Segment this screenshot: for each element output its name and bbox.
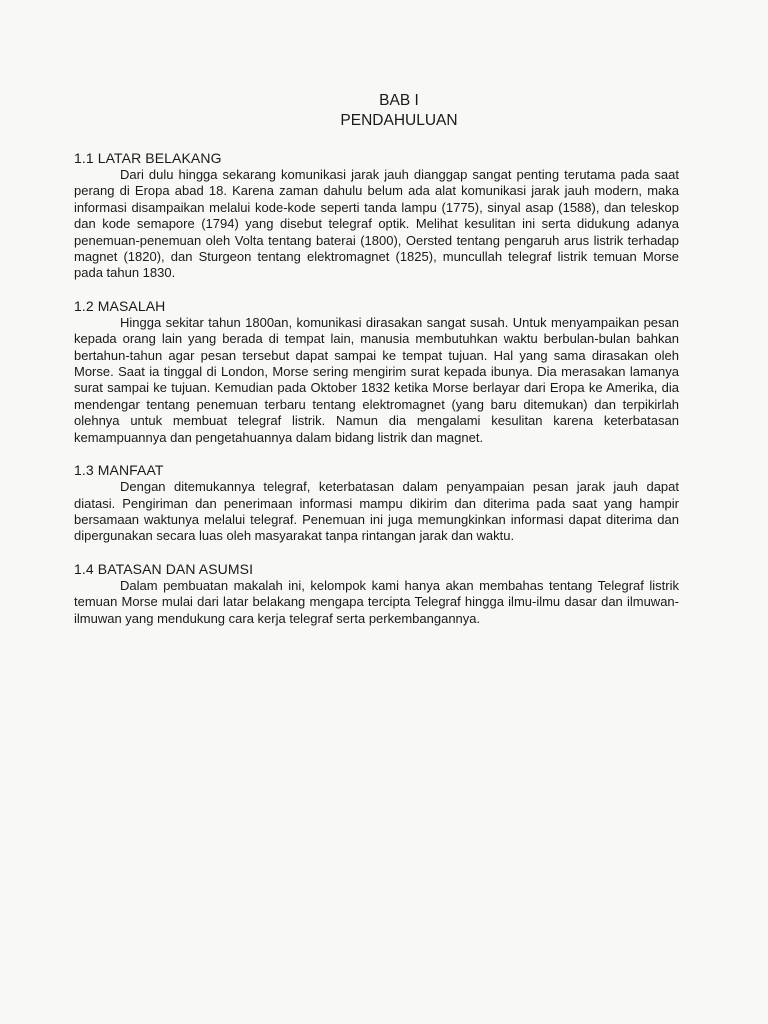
section-title: 1.3 MANFAAT (74, 462, 164, 479)
section-title: 1.4 BATASAN DAN ASUMSI (74, 560, 254, 577)
section-manfaat (74, 462, 679, 545)
section-paragraph: Dengan ditemukannya telegraf, keterbatasan dalam penyampaian pesan jarak jauh dapat diatasi. Pengiriman dan penerimaan informasi mampu dikirim dan diterima pada saat yang hampir bersamaan waktunya melalui telegraf. Penemuan ini juga memungkinkan informasi dapat diterima dan dipergunakan secara luas oleh masyarakat tanpa rintangan jarak dan waktu. (74, 479, 679, 544)
section-paragraph: Hingga sekitar tahun 1800an, komunikasi dirasakan sangat susah. Untuk menyampaikan pesan kepada orang lain yang berada di tempat lain, manusia membutuhkan waktu berbulan-bulan bahkan bertahun-tahun agar pesan tersebut dapat sampai ke tempat tujuan. Hal yang sama dirasakan oleh Morse. Saat ia tinggal di London, Morse sering mengirim surat kepada ibunya. Dia merasakan lamanya surat sampai ke tujuan. Kemudian pada Oktober 1832 ketika Morse berlayar dari Eropa ke Amerika, dia mendengar tentang penemuan terbaru tentang elektromagnet (yang baru ditemukan) dan terpikirlah olehnya untuk membuat telegraf listrik. Namun dia mengalami kesulitan karena keterbatasan kemampuannya dan pengetahuannya dalam bidang listrik dan magnet. (74, 314, 679, 445)
section-title: 1.2 MASALAH (74, 297, 166, 314)
section-masalah (74, 298, 679, 446)
section-title: 1.1 LATAR BELAKANG (74, 150, 222, 166)
section-paragraph: Dari dulu hingga sekarang komunikasi jarak jauh dianggap sangat penting terutama pada saat perang di Eropa abad 18. Karena zaman dahulu belum ada alat komunikasi jarak jauh modern, maka informasi disampaikan melalui kode-kode seperti tanda lampu (1775), sinyal asap (1588), dan teleskop dan kode semapore (1794) yang disebut telegraf optik. Melihat kesulitan ini serta didukung adanya penemuan-penemuan oleh Volta tentang baterai (1800), Oersted tentang pengaruh arus listrik terhadap magnet (1820), dan Sturgeon tentang elektromagnet (1825), muncullah telegraf listrik temuan Morse pada tahun 1830. (74, 167, 679, 281)
section-latar-belakang (74, 150, 679, 282)
document-content (74, 150, 679, 643)
chapter-title: PENDAHULUAN (340, 112, 458, 129)
section-paragraph: Dalam pembuatan makalah ini, kelompok kami hanya akan membahas tentang Telegraf listrik temuan Morse mulai dari latar belakang mengapa tercipta Telegraf hingga ilmu-ilmu dasar dan ilmuwan-ilmuwan yang mendukung cara kerja telegraf serta perkembangannya. (74, 577, 679, 626)
section-batasan-asumsi (74, 561, 679, 627)
chapter-heading (0, 91, 768, 131)
chapter-number: BAB I (379, 92, 419, 109)
